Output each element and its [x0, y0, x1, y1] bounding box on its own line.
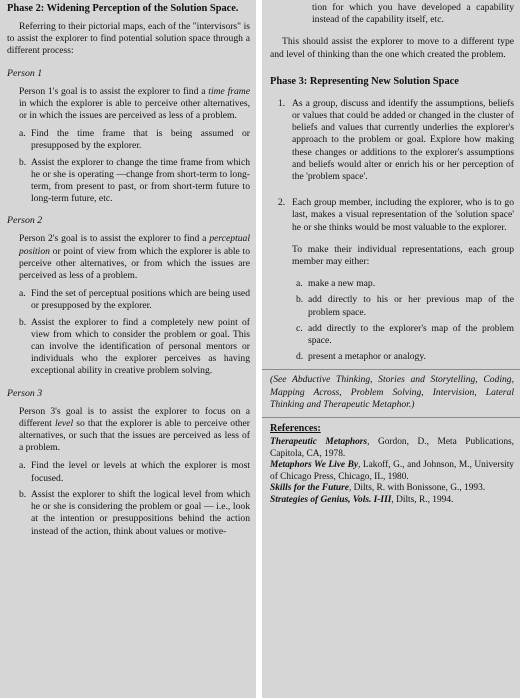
intro-paragraph: Referring to their pictorial maps, each of the "intervisors" is to assist the explorer to find potential solution space through a different process: — [7, 21, 250, 57]
person3-section — [7, 388, 250, 538]
right-column — [262, 0, 520, 698]
reference-item: Therapeutic Metaphors, Gordon, D., Meta Publications, Capitola, CA, 1978. — [270, 437, 515, 459]
person3-label: Person 3 — [7, 387, 43, 399]
references-section — [270, 422, 514, 507]
list-item: a. Find the level or levels at which the explorer is most focused. — [19, 460, 250, 484]
continuation-text: tion for which you have developed a capability instead of the capability itself, etc. — [312, 2, 514, 26]
person1-label: Person 1 — [7, 67, 43, 79]
list-item: a. make a new map. — [296, 278, 376, 290]
list-item: b. add directly to his or her previous map of the problem space. — [296, 294, 514, 318]
reference-item: Skills for the Future, Dilts, R. with Bonissone, G., 1993. — [270, 483, 486, 494]
person3-goal: Person 3's goal is to assist the explorer to focus on a different level so that the explorer is able to perceive other alternatives, or such that the issues are perceived as less of a problem. — [19, 405, 250, 454]
person1-section — [7, 68, 250, 206]
see-also-note: (See Abductive Thinking, Stories and Storytelling, Coding, Mapping Across, Problem Solving, Intervision, Lateral Thinking and Therapeutic Metaphor.) — [270, 374, 514, 410]
reference-item: Metaphors We Live By, Lakoff, G., and Johnson, M., University of Chicago Press, Chicago, IL, 1980. — [270, 460, 514, 482]
section-divider — [262, 369, 520, 370]
person1-goal: Person 1's goal is to assist the explorer to find a time frame in which the explorer is able to perceive other alternatives, or in which the issues are perceived as less of a problem. — [19, 85, 250, 122]
phase3-heading: Phase 3: Representing New Solution Space — [270, 75, 459, 87]
references-heading: References: — [270, 423, 321, 435]
list-item: 1. As a group, discuss and identify the assumptions, beliefs or values that could be added or changed in the cluster of beliefs and values that currently underlies the explorer's approach to the problem or goal. Explore how making these changes or additions to the explorer's assumptions and beliefs would alter or enrich his or her perception of the 'problem space'. — [278, 97, 514, 183]
person2-label: Person 2 — [7, 215, 43, 227]
person3-steps — [19, 460, 250, 537]
person2-section — [7, 215, 250, 377]
representations-intro: To make their individual representations, each group member may either: — [292, 243, 514, 268]
left-column — [0, 0, 256, 698]
reference-item: Strategies of Genius, Vols. I-III, Dilts, R., 1994. — [270, 495, 454, 506]
representation-options — [292, 278, 514, 363]
move-paragraph: This should assist the explorer to move to a different type and level of thinking than the one which created the problem. — [270, 36, 514, 60]
list-item: b. Assist the explorer to find a completely new point of view from which to consider the problem or goal. This can involve the identification of personal mentors or individuals who the explorer perceives as having exceptional ability in creative problem solving. — [19, 316, 250, 377]
list-item: 2. Each group member, including the explorer, who is to go last, makes a visual representation of the 'solution space' he or she thinks would be most valuable to the explorer. — [278, 197, 514, 233]
list-item: a. Find the time frame that is being assumed or presupposed by the explorer. — [19, 128, 250, 152]
person1-steps — [19, 128, 250, 205]
phase3-steps — [270, 98, 514, 234]
list-item: d. present a metaphor or analogy. — [296, 351, 426, 363]
person2-steps — [19, 288, 250, 377]
list-item: b. Assist the explorer to change the time frame from which he or she is operating —change from short-term to long-term, from present to past, or from short-term future to long-term future, etc. — [19, 156, 250, 205]
section-divider — [262, 417, 520, 418]
spacer — [278, 183, 514, 197]
list-item: c. add directly to the explorer's map of the problem space. — [296, 322, 514, 347]
list-item: a. Find the set of perceptual positions which are being used or presupposed by the explorer. — [19, 288, 250, 312]
person2-goal: Person 2's goal is to assist the explorer to find a perceptual position or point of view from which the explorer is able to perceive other alternatives, or from which the issues are perceived as less of a problem. — [19, 233, 250, 282]
phase2-heading: Phase 2: Widening Perception of the Solution Space. — [7, 3, 239, 14]
list-item: b. Assist the explorer to shift the logical level from which he or she is considering the problem or goal — i.e., look at the intention or presuppositions behind the action instead of the action, think about values or motive- — [19, 488, 250, 537]
